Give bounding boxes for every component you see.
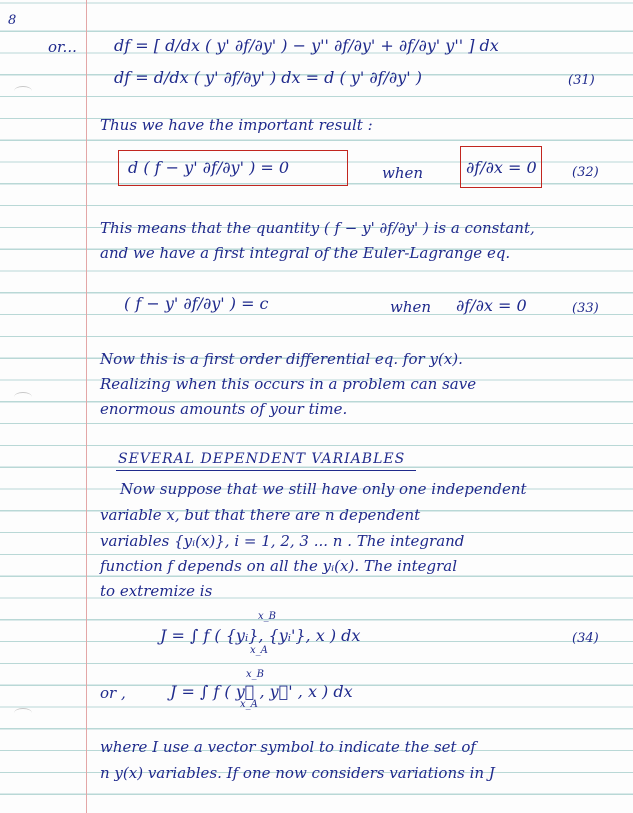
text-body-4: function f depends on all the yᵢ(x). The integral <box>100 557 458 575</box>
text-means-1: This means that the quantity ( f − y' ∂f/∂y' ) is a constant, <box>100 219 535 237</box>
text-body-2: variable x, but that there are n dependent <box>100 506 421 524</box>
text-body-5: to extremize is <box>100 582 213 600</box>
boxed-condition: ∂f/∂x = 0 <box>466 158 537 177</box>
text-body-3: variables {yᵢ(x)}, i = 1, 2, 3 ... n . The integrand <box>100 532 465 550</box>
equation-34b: J = ∫ f ( y⃗ , y⃗' , x ) dx <box>170 682 353 701</box>
text-means-2: and we have a first integral of the Euler-Lagrange eq. <box>100 244 511 262</box>
integral-upper-limit-2: x_B <box>246 669 264 680</box>
section-heading: SEVERAL DEPENDENT VARIABLES <box>118 451 406 467</box>
page-number: 8 <box>8 13 17 28</box>
equation-34: J = ∫ f ( {yᵢ}, {yᵢ'}, x ) dx <box>160 626 361 645</box>
thus-line: Thus we have the important result : <box>100 116 373 134</box>
text-now-3: enormous amounts of your time. <box>100 400 348 418</box>
equation-number-31: (31) <box>568 73 595 88</box>
text-now-1: Now this is a first order differential eq. for y(x). <box>100 350 463 368</box>
when-label: when <box>382 164 424 182</box>
text-where-1: where I use a vector symbol to indicate the set of <box>100 738 476 756</box>
binder-hole-mark <box>14 86 32 96</box>
equation-line-b: df = d/dx ( y' ∂f/∂y' ) dx = d ( y' ∂f/∂y' ) <box>114 68 422 87</box>
heading-underline <box>116 470 416 471</box>
boxed-equation: d ( f − y' ∂f/∂y' ) = 0 <box>128 158 290 177</box>
text-body-1: Now suppose that we still have only one independent <box>120 480 527 498</box>
text-now-2: Realizing when this occurs in a problem can save <box>100 375 477 393</box>
or-label: or... <box>48 38 77 56</box>
equation-number-34: (34) <box>572 631 599 646</box>
equation-number-33: (33) <box>572 301 599 316</box>
integral-lower-limit-2: x_A <box>240 699 258 710</box>
margin-line <box>86 0 87 813</box>
integral-lower-limit: x_A <box>250 645 268 656</box>
text-where-2: n y(x) variables. If one now considers variations in J <box>100 764 495 782</box>
integral-upper-limit: x_B <box>258 611 276 622</box>
or-label-2: or , <box>100 684 126 702</box>
when-label-33: when <box>390 298 432 316</box>
equation-33: ( f − y' ∂f/∂y' ) = c <box>124 294 269 313</box>
equation-number-32: (32) <box>572 165 599 180</box>
binder-hole-mark <box>14 708 32 718</box>
condition-33: ∂f/∂x = 0 <box>456 296 527 315</box>
binder-hole-mark <box>14 392 32 402</box>
equation-line-a: df = [ d/dx ( y' ∂f/∂y' ) − y'' ∂f/∂y' + ∂f/∂y' y'' ] dx <box>114 36 499 55</box>
